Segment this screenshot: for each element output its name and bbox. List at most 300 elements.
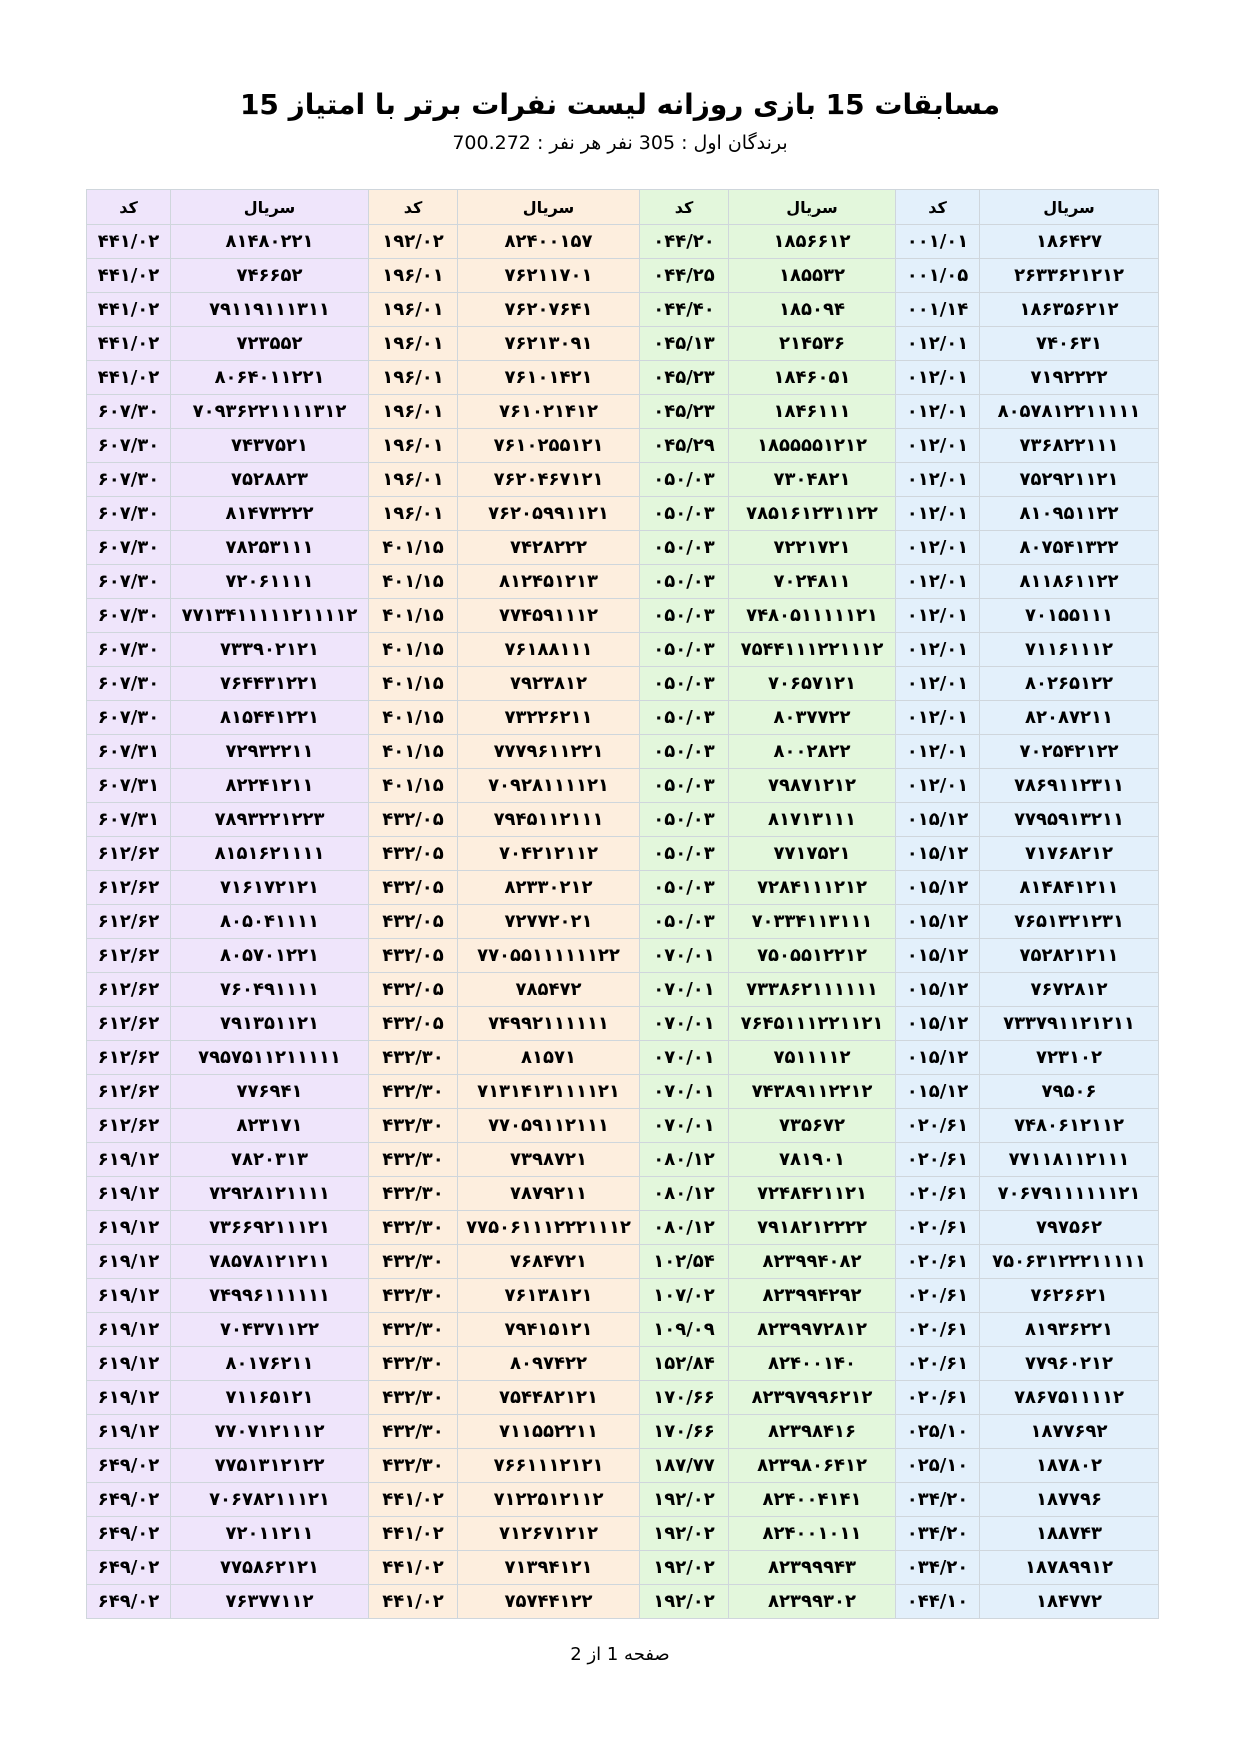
serial-cell: ۷۵۴۴۸۲۱۲۱ (458, 1381, 640, 1415)
serial-cell: ۱۸۵۰۹۴ (729, 293, 896, 327)
serial-cell: ۸۲۳۳۰۲۱۲ (458, 871, 640, 905)
code-cell: ۰۴۴/۲۵ (640, 259, 729, 293)
serial-cell: ۷۷۱۳۴۱۱۱۱۱۲۱۱۱۱۲ (171, 599, 369, 633)
serial-cell: ۱۸۵۵۵۵۱۲۱۲ (729, 429, 896, 463)
code-cell: ۰۲۰/۶۱ (896, 1279, 980, 1313)
table-row (87, 327, 1159, 361)
page-number: صفحه 1 از 2 (570, 1644, 670, 1665)
column-header-serial: سریال (729, 190, 896, 225)
table-row (87, 599, 1159, 633)
code-cell: ۱۰۲/۵۴ (640, 1245, 729, 1279)
code-cell: ۰۵۰/۰۳ (640, 667, 729, 701)
serial-cell: ۱۸۷۷۹۶ (980, 1483, 1159, 1517)
code-cell: ۰۵۰/۰۳ (640, 497, 729, 531)
code-cell: ۰۱۲/۰۱ (896, 735, 980, 769)
serial-cell: ۷۷۴۵۹۱۱۱۲ (458, 599, 640, 633)
code-cell: ۰۵۰/۰۳ (640, 871, 729, 905)
serial-cell: ۷۰۹۲۸۱۱۱۱۲۱ (458, 769, 640, 803)
code-cell: ۶۴۹/۰۲ (87, 1551, 171, 1585)
code-cell: ۶۰۷/۳۱ (87, 769, 171, 803)
code-cell: ۶۱۹/۱۲ (87, 1415, 171, 1449)
serial-cell: ۱۸۸۷۴۳ (980, 1517, 1159, 1551)
code-cell: ۶۱۲/۶۲ (87, 973, 171, 1007)
serial-cell: ۸۰۰۲۸۲۲ (729, 735, 896, 769)
table-row (87, 395, 1159, 429)
table-row (87, 293, 1159, 327)
serial-cell: ۷۴۸۰۶۱۲۱۱۲ (980, 1109, 1159, 1143)
code-cell: ۰۵۰/۰۳ (640, 463, 729, 497)
code-cell: ۴۳۲/۳۰ (369, 1415, 458, 1449)
serial-cell: ۸۱۰۹۵۱۱۲۲ (980, 497, 1159, 531)
serial-cell: ۷۱۷۶۸۲۱۲ (980, 837, 1159, 871)
serial-cell: ۷۱۲۶۷۱۲۱۲ (458, 1517, 640, 1551)
code-cell: ۴۳۲/۳۰ (369, 1313, 458, 1347)
code-cell: ۴۳۲/۳۰ (369, 1041, 458, 1075)
serial-cell: ۸۲۴۰۰۴۱۴۱ (729, 1483, 896, 1517)
serial-cell: ۷۶۵۱۳۲۱۲۳۱ (980, 905, 1159, 939)
code-cell: ۱۰۷/۰۲ (640, 1279, 729, 1313)
code-cell: ۴۳۲/۰۵ (369, 837, 458, 871)
serial-cell: ۷۳۵۶۷۲ (729, 1109, 896, 1143)
serial-cell: ۷۶۰۴۹۱۱۱۱ (171, 973, 369, 1007)
code-cell: ۴۴۱/۰۲ (87, 327, 171, 361)
serial-cell: ۸۲۳۹۹۹۴۳ (729, 1551, 896, 1585)
serial-cell: ۷۰۶۵۷۱۲۱ (729, 667, 896, 701)
serial-cell: ۷۷۹۶۰۲۱۲ (980, 1347, 1159, 1381)
serial-cell: ۱۸۶۳۵۶۲۱۲ (980, 293, 1159, 327)
code-cell: ۱۹۲/۰۲ (369, 225, 458, 259)
table-row (87, 565, 1159, 599)
serial-cell: ۷۸۹۳۲۲۱۲۲۳ (171, 803, 369, 837)
table-row (87, 1143, 1159, 1177)
serial-cell: ۷۳۶۸۲۲۱۱۱ (980, 429, 1159, 463)
serial-cell: ۷۷۶۹۴۱ (171, 1075, 369, 1109)
code-cell: ۰۳۴/۲۰ (896, 1483, 980, 1517)
code-cell: ۰۱۲/۰۱ (896, 497, 980, 531)
serial-cell: ۷۷۰۵۹۱۱۲۱۱۱ (458, 1109, 640, 1143)
serial-cell: ۷۶۱۸۸۱۱۱ (458, 633, 640, 667)
serial-cell: ۷۲۰۶۱۱۱۱ (171, 565, 369, 599)
code-cell: ۶۱۹/۱۲ (87, 1143, 171, 1177)
code-cell: ۱۷۰/۶۶ (640, 1415, 729, 1449)
table-row (87, 259, 1159, 293)
serial-cell: ۷۶۴۵۱۱۱۲۲۱۱۲۱ (729, 1007, 896, 1041)
serial-cell: ۷۴۳۸۹۱۱۲۲۱۲ (729, 1075, 896, 1109)
table-row (87, 1517, 1159, 1551)
code-cell: ۴۰۱/۱۵ (369, 769, 458, 803)
serial-cell: ۷۸۲۰۳۱۳ (171, 1143, 369, 1177)
code-cell: ۶۰۷/۳۰ (87, 599, 171, 633)
serial-cell: ۸۱۷۱۳۱۱۱ (729, 803, 896, 837)
serial-cell: ۷۹۱۱۹۱۱۱۳۱۱ (171, 293, 369, 327)
code-cell: ۰۱۲/۰۱ (896, 701, 980, 735)
serial-cell: ۷۲۹۳۲۲۱۱ (171, 735, 369, 769)
serial-cell: ۷۲۴۸۴۲۱۱۲۱ (729, 1177, 896, 1211)
table-row (87, 1585, 1159, 1619)
code-cell: ۱۹۶/۰۱ (369, 463, 458, 497)
serial-cell: ۷۶۱۳۸۱۲۱ (458, 1279, 640, 1313)
serial-cell: ۷۱۶۱۷۲۱۲۱ (171, 871, 369, 905)
code-cell: ۰۱۵/۱۲ (896, 939, 980, 973)
serial-cell: ۷۶۲۱۱۷۰۱ (458, 259, 640, 293)
serial-cell: ۷۹۱۸۲۱۲۲۲۲ (729, 1211, 896, 1245)
serial-cell: ۷۹۴۵۱۱۲۱۱۱ (458, 803, 640, 837)
serial-cell: ۷۷۱۱۸۱۱۲۱۱۱ (980, 1143, 1159, 1177)
serial-cell: ۷۶۲۰۷۶۴۱ (458, 293, 640, 327)
serial-cell: ۷۰۲۵۴۲۱۲۲ (980, 735, 1159, 769)
code-cell: ۱۹۶/۰۱ (369, 429, 458, 463)
code-cell: ۱۹۶/۰۱ (369, 293, 458, 327)
serial-cell: ۷۶۲۰۵۹۹۱۱۲۱ (458, 497, 640, 531)
code-cell: ۴۳۲/۳۰ (369, 1109, 458, 1143)
code-cell: ۶۰۷/۳۰ (87, 395, 171, 429)
table-row (87, 1313, 1159, 1347)
code-cell: ۰۴۴/۴۰ (640, 293, 729, 327)
code-cell: ۰۵۰/۰۳ (640, 837, 729, 871)
serial-cell: ۸۲۴۰۰۱۴۰ (729, 1347, 896, 1381)
code-cell: ۶۰۷/۳۱ (87, 803, 171, 837)
page-subtitle: برندگان اول : 305 نفر هر نفر : 700.272 (452, 132, 788, 154)
code-cell: ۱۹۶/۰۱ (369, 497, 458, 531)
serial-cell: ۷۹۸۷۱۲۱۲ (729, 769, 896, 803)
code-cell: ۶۱۹/۱۲ (87, 1177, 171, 1211)
serial-cell: ۷۸۵۴۷۲ (458, 973, 640, 1007)
code-cell: ۰۴۵/۲۳ (640, 395, 729, 429)
code-cell: ۱۹۲/۰۲ (640, 1517, 729, 1551)
code-cell: ۱۹۶/۰۱ (369, 327, 458, 361)
code-cell: ۰۲۰/۶۱ (896, 1109, 980, 1143)
code-cell: ۰۷۰/۰۱ (640, 1075, 729, 1109)
serial-cell: ۷۶۱۰۱۴۲۱ (458, 361, 640, 395)
serial-cell: ۸۰۱۷۶۲۱۱ (171, 1347, 369, 1381)
code-cell: ۶۱۹/۱۲ (87, 1347, 171, 1381)
serial-cell: ۱۸۴۶۱۱۱ (729, 395, 896, 429)
code-cell: ۰۰۱/۱۴ (896, 293, 980, 327)
code-cell: ۰۱۵/۱۲ (896, 973, 980, 1007)
table-row (87, 1449, 1159, 1483)
serial-cell: ۸۲۳۹۸۰۶۴۱۲ (729, 1449, 896, 1483)
code-cell: ۰۲۰/۶۱ (896, 1347, 980, 1381)
code-cell: ۱۷۰/۶۶ (640, 1381, 729, 1415)
serial-cell: ۸۲۳۱۷۱ (171, 1109, 369, 1143)
serial-cell: ۷۴۰۶۳۱ (980, 327, 1159, 361)
column-header-serial: سریال (980, 190, 1159, 225)
code-cell: ۶۱۹/۱۲ (87, 1245, 171, 1279)
code-cell: ۴۴۱/۰۲ (369, 1585, 458, 1619)
serial-cell: ۷۰۶۷۹۱۱۱۱۱۱۲۱ (980, 1177, 1159, 1211)
code-cell: ۰۱۵/۱۲ (896, 803, 980, 837)
table-row (87, 1211, 1159, 1245)
code-cell: ۰۷۰/۰۱ (640, 1109, 729, 1143)
serial-cell: ۷۰۴۳۷۱۱۲۲ (171, 1313, 369, 1347)
serial-cell: ۸۲۳۹۷۹۹۶۲۱۲ (729, 1381, 896, 1415)
serial-cell: ۷۳۲۲۶۲۱۱ (458, 701, 640, 735)
serial-cell: ۷۱۱۶۵۱۲۱ (171, 1381, 369, 1415)
serial-cell: ۸۰۵۷۸۱۲۲۱۱۱۱۱ (980, 395, 1159, 429)
code-cell: ۰۸۰/۱۲ (640, 1143, 729, 1177)
code-cell: ۱۹۶/۰۱ (369, 259, 458, 293)
serial-cell: ۸۰۵۷۰۱۲۲۱ (171, 939, 369, 973)
serial-cell: ۲۱۴۵۳۶ (729, 327, 896, 361)
table-row (87, 1177, 1159, 1211)
serial-cell: ۷۴۳۷۵۲۱ (171, 429, 369, 463)
code-cell: ۶۱۲/۶۲ (87, 939, 171, 973)
column-header-code: کد (640, 190, 729, 225)
code-cell: ۶۱۹/۱۲ (87, 1313, 171, 1347)
serial-cell: ۸۲۴۰۰۱۵۷ (458, 225, 640, 259)
serial-cell: ۷۲۲۱۷۲۱ (729, 531, 896, 565)
serial-cell: ۷۱۲۲۵۱۲۱۱۲ (458, 1483, 640, 1517)
code-cell: ۴۴۱/۰۲ (87, 259, 171, 293)
serial-cell: ۸۱۴۸۴۱۲۱۱ (980, 871, 1159, 905)
serial-cell: ۸۱۲۴۵۱۲۱۳ (458, 565, 640, 599)
serial-cell: ۷۶۳۷۷۱۱۲ (171, 1585, 369, 1619)
serial-cell: ۷۷۹۵۹۱۳۲۱۱ (980, 803, 1159, 837)
serial-cell: ۸۲۳۹۹۷۲۸۱۲ (729, 1313, 896, 1347)
code-cell: ۶۱۲/۶۲ (87, 1041, 171, 1075)
code-cell: ۴۰۱/۱۵ (369, 701, 458, 735)
serial-cell: ۷۷۰۵۵۱۱۱۱۱۱۲۲ (458, 939, 640, 973)
code-cell: ۰۱۲/۰۱ (896, 361, 980, 395)
code-cell: ۰۷۰/۰۱ (640, 973, 729, 1007)
code-cell: ۰۱۲/۰۱ (896, 531, 980, 565)
code-cell: ۶۱۲/۶۲ (87, 837, 171, 871)
serial-cell: ۷۶۴۴۳۱۲۲۱ (171, 667, 369, 701)
code-cell: ۶۰۷/۳۰ (87, 667, 171, 701)
serial-cell: ۷۹۲۳۸۱۲ (458, 667, 640, 701)
code-cell: ۰۲۰/۶۱ (896, 1211, 980, 1245)
table-row (87, 701, 1159, 735)
serial-cell: ۷۷۵۰۶۱۱۱۲۲۲۱۱۱۲ (458, 1211, 640, 1245)
code-cell: ۰۱۲/۰۱ (896, 565, 980, 599)
serial-cell: ۸۱۵۷۱ (458, 1041, 640, 1075)
table-row (87, 1279, 1159, 1313)
serial-cell: ۷۹۷۵۶۲ (980, 1211, 1159, 1245)
serial-cell: ۷۷۷۹۶۱۱۲۲۱ (458, 735, 640, 769)
serial-cell: ۷۵۲۹۲۱۱۲۱ (980, 463, 1159, 497)
serial-cell: ۷۳۰۴۸۲۱ (729, 463, 896, 497)
code-cell: ۰۱۵/۱۲ (896, 1075, 980, 1109)
code-cell: ۴۳۲/۳۰ (369, 1143, 458, 1177)
serial-cell: ۷۶۶۱۱۱۲۱۲۱ (458, 1449, 640, 1483)
table-row (87, 1245, 1159, 1279)
serial-cell: ۸۰۹۷۴۲۲ (458, 1347, 640, 1381)
code-cell: ۶۴۹/۰۲ (87, 1449, 171, 1483)
code-cell: ۰۲۵/۱۰ (896, 1415, 980, 1449)
code-cell: ۰۲۰/۶۱ (896, 1177, 980, 1211)
serial-cell: ۷۱۱۶۱۱۱۲ (980, 633, 1159, 667)
serial-cell: ۷۲۳۱۰۲ (980, 1041, 1159, 1075)
code-cell: ۱۹۲/۰۲ (640, 1551, 729, 1585)
code-cell: ۶۱۲/۶۲ (87, 871, 171, 905)
serial-cell: ۷۸۲۵۳۱۱۱ (171, 531, 369, 565)
serial-cell: ۷۶۲۱۳۰۹۱ (458, 327, 640, 361)
code-cell: ۴۴۱/۰۲ (369, 1517, 458, 1551)
code-cell: ۰۷۰/۰۱ (640, 1007, 729, 1041)
serial-cell: ۱۸۷۸۹۹۱۲ (980, 1551, 1159, 1585)
serial-cell: ۷۲۹۲۸۱۲۱۱۱۱ (171, 1177, 369, 1211)
table-row (87, 1075, 1159, 1109)
code-cell: ۶۰۷/۳۱ (87, 735, 171, 769)
code-cell: ۰۲۰/۶۱ (896, 1381, 980, 1415)
code-cell: ۴۳۲/۰۵ (369, 939, 458, 973)
serial-cell: ۸۱۵۱۶۲۱۱۱۱ (171, 837, 369, 871)
table-row (87, 837, 1159, 871)
code-cell: ۶۱۹/۱۲ (87, 1381, 171, 1415)
serial-cell: ۷۵۲۸۲۱۲۱۱ (980, 939, 1159, 973)
table-row (87, 463, 1159, 497)
serial-cell: ۷۴۹۹۲۱۱۱۱۱۱ (458, 1007, 640, 1041)
code-cell: ۰۱۵/۱۲ (896, 837, 980, 871)
serial-cell: ۱۸۶۴۲۷ (980, 225, 1159, 259)
code-cell: ۰۰۱/۰۵ (896, 259, 980, 293)
code-cell: ۶۱۲/۶۲ (87, 1007, 171, 1041)
serial-cell: ۷۴۸۰۵۱۱۱۱۱۲۱ (729, 599, 896, 633)
table-row (87, 769, 1159, 803)
serial-cell: ۸۱۵۴۴۱۲۲۱ (171, 701, 369, 735)
serial-cell: ۷۵۰۶۳۱۲۲۲۱۱۱۱۱ (980, 1245, 1159, 1279)
table-row (87, 1347, 1159, 1381)
serial-cell: ۷۱۳۱۴۱۳۱۱۱۱۲۱ (458, 1075, 640, 1109)
table-row (87, 497, 1159, 531)
serial-cell: ۷۵۲۸۸۲۳ (171, 463, 369, 497)
code-cell: ۰۸۰/۱۲ (640, 1211, 729, 1245)
page-title: مسابقات 15 بازی روزانه لیست نفرات برتر با امتیاز 15 (239, 88, 1001, 121)
table-row (87, 361, 1159, 395)
table-row (87, 1415, 1159, 1449)
table-row (87, 429, 1159, 463)
serial-cell: ۱۸۴۷۷۲ (980, 1585, 1159, 1619)
serial-cell: ۸۰۶۴۰۱۱۲۲۱ (171, 361, 369, 395)
code-cell: ۰۲۰/۶۱ (896, 1245, 980, 1279)
serial-cell: ۷۶۱۰۲۵۵۱۲۱ (458, 429, 640, 463)
code-cell: ۰۵۰/۰۳ (640, 565, 729, 599)
serial-cell: ۷۲۸۴۱۱۱۲۱۲ (729, 871, 896, 905)
serial-cell: ۸۰۵۰۴۱۱۱۱ (171, 905, 369, 939)
code-cell: ۱۵۲/۸۴ (640, 1347, 729, 1381)
serial-cell: ۷۰۲۴۸۱۱ (729, 565, 896, 599)
table-row (87, 735, 1159, 769)
code-cell: ۰۴۴/۲۰ (640, 225, 729, 259)
column-header-code: کد (369, 190, 458, 225)
serial-cell: ۷۰۹۳۶۲۲۱۱۱۱۳۱۲ (171, 395, 369, 429)
code-cell: ۴۰۱/۱۵ (369, 735, 458, 769)
code-cell: ۶۰۷/۳۰ (87, 531, 171, 565)
code-cell: ۰۱۲/۰۱ (896, 463, 980, 497)
code-cell: ۶۱۹/۱۲ (87, 1279, 171, 1313)
serial-cell: ۱۸۵۵۳۲ (729, 259, 896, 293)
serial-cell: ۷۴۲۸۲۲۲ (458, 531, 640, 565)
code-cell: ۰۴۵/۱۳ (640, 327, 729, 361)
code-cell: ۴۳۲/۳۰ (369, 1381, 458, 1415)
code-cell: ۰۲۰/۶۱ (896, 1313, 980, 1347)
code-cell: ۰۵۰/۰۳ (640, 599, 729, 633)
serial-cell: ۷۳۳۹۰۲۱۲۱ (171, 633, 369, 667)
code-cell: ۶۱۲/۶۲ (87, 1109, 171, 1143)
code-cell: ۶۴۹/۰۲ (87, 1517, 171, 1551)
serial-cell: ۷۵۱۱۱۱۲ (729, 1041, 896, 1075)
table-row (87, 1551, 1159, 1585)
code-cell: ۰۳۴/۲۰ (896, 1551, 980, 1585)
serial-cell: ۷۸۵۷۸۱۲۱۲۱۱ (171, 1245, 369, 1279)
serial-cell: ۷۴۶۶۵۲ (171, 259, 369, 293)
serial-cell: ۷۰۳۳۴۱۱۳۱۱۱ (729, 905, 896, 939)
code-cell: ۴۳۲/۳۰ (369, 1279, 458, 1313)
code-cell: ۰۷۰/۰۱ (640, 1041, 729, 1075)
code-cell: ۴۰۱/۱۵ (369, 667, 458, 701)
serial-cell: ۸۱۱۸۶۱۱۲۲ (980, 565, 1159, 599)
table-row (87, 803, 1159, 837)
code-cell: ۱۹۲/۰۲ (640, 1585, 729, 1619)
code-cell: ۴۳۲/۳۰ (369, 1347, 458, 1381)
code-cell: ۴۳۲/۳۰ (369, 1211, 458, 1245)
code-cell: ۶۱۲/۶۲ (87, 1075, 171, 1109)
serial-cell: ۸۲۰۸۷۲۱۱ (980, 701, 1159, 735)
table-row (87, 905, 1159, 939)
code-cell: ۶۱۲/۶۲ (87, 905, 171, 939)
table-row (87, 939, 1159, 973)
serial-cell: ۷۵۷۴۴۱۲۲ (458, 1585, 640, 1619)
code-cell: ۰۱۲/۰۱ (896, 599, 980, 633)
serial-cell: ۷۸۶۷۵۱۱۱۱۲ (980, 1381, 1159, 1415)
serial-cell: ۷۸۵۱۶۱۲۳۱۱۲۲ (729, 497, 896, 531)
code-cell: ۶۴۹/۰۲ (87, 1585, 171, 1619)
table-row (87, 1483, 1159, 1517)
table-row (87, 667, 1159, 701)
code-cell: ۶۴۹/۰۲ (87, 1483, 171, 1517)
code-cell: ۰۵۰/۰۳ (640, 735, 729, 769)
code-cell: ۰۵۰/۰۳ (640, 769, 729, 803)
serial-cell: ۷۲۰۱۱۲۱۱ (171, 1517, 369, 1551)
serial-cell: ۷۵۰۵۵۱۲۲۱۲ (729, 939, 896, 973)
code-cell: ۴۳۲/۰۵ (369, 1007, 458, 1041)
code-cell: ۰۱۵/۱۲ (896, 1041, 980, 1075)
serial-cell: ۸۲۳۹۹۴۲۹۲ (729, 1279, 896, 1313)
serial-cell: ۷۶۲۶۶۲۱ (980, 1279, 1159, 1313)
code-cell: ۰۰۱/۰۱ (896, 225, 980, 259)
serial-cell: ۸۱۴۷۳۲۲۲ (171, 497, 369, 531)
serial-cell: ۷۳۶۶۹۲۱۱۱۲۱ (171, 1211, 369, 1245)
code-cell: ۰۴۵/۲۹ (640, 429, 729, 463)
code-cell: ۰۴۴/۱۰ (896, 1585, 980, 1619)
winners-table (86, 189, 1159, 1619)
code-cell: ۶۰۷/۳۰ (87, 429, 171, 463)
table-row (87, 1381, 1159, 1415)
serial-cell: ۷۶۱۰۲۱۴۱۲ (458, 395, 640, 429)
serial-cell: ۸۰۷۵۴۱۳۲۲ (980, 531, 1159, 565)
code-cell: ۶۰۷/۳۰ (87, 463, 171, 497)
code-cell: ۰۱۲/۰۱ (896, 769, 980, 803)
code-cell: ۰۵۰/۰۳ (640, 905, 729, 939)
table-row (87, 1109, 1159, 1143)
serial-cell: ۱۸۷۸۰۲ (980, 1449, 1159, 1483)
code-cell: ۶۰۷/۳۰ (87, 633, 171, 667)
serial-cell: ۷۸۱۹۰۱ (729, 1143, 896, 1177)
column-header-code: کد (896, 190, 980, 225)
code-cell: ۰۴۵/۲۳ (640, 361, 729, 395)
code-cell: ۰۱۲/۰۱ (896, 395, 980, 429)
code-cell: ۴۳۲/۰۵ (369, 973, 458, 1007)
code-cell: ۰۱۵/۱۲ (896, 905, 980, 939)
table-row (87, 973, 1159, 1007)
serial-cell: ۱۸۴۶۰۵۱ (729, 361, 896, 395)
serial-cell: ۷۳۳۷۹۱۱۲۱۲۱۱ (980, 1007, 1159, 1041)
serial-cell: ۷۷۵۱۳۱۲۱۲۲ (171, 1449, 369, 1483)
code-cell: ۰۷۰/۰۱ (640, 939, 729, 973)
table-row (87, 531, 1159, 565)
code-cell: ۴۳۲/۰۵ (369, 871, 458, 905)
serial-cell: ۸۲۳۹۹۴۰۸۲ (729, 1245, 896, 1279)
